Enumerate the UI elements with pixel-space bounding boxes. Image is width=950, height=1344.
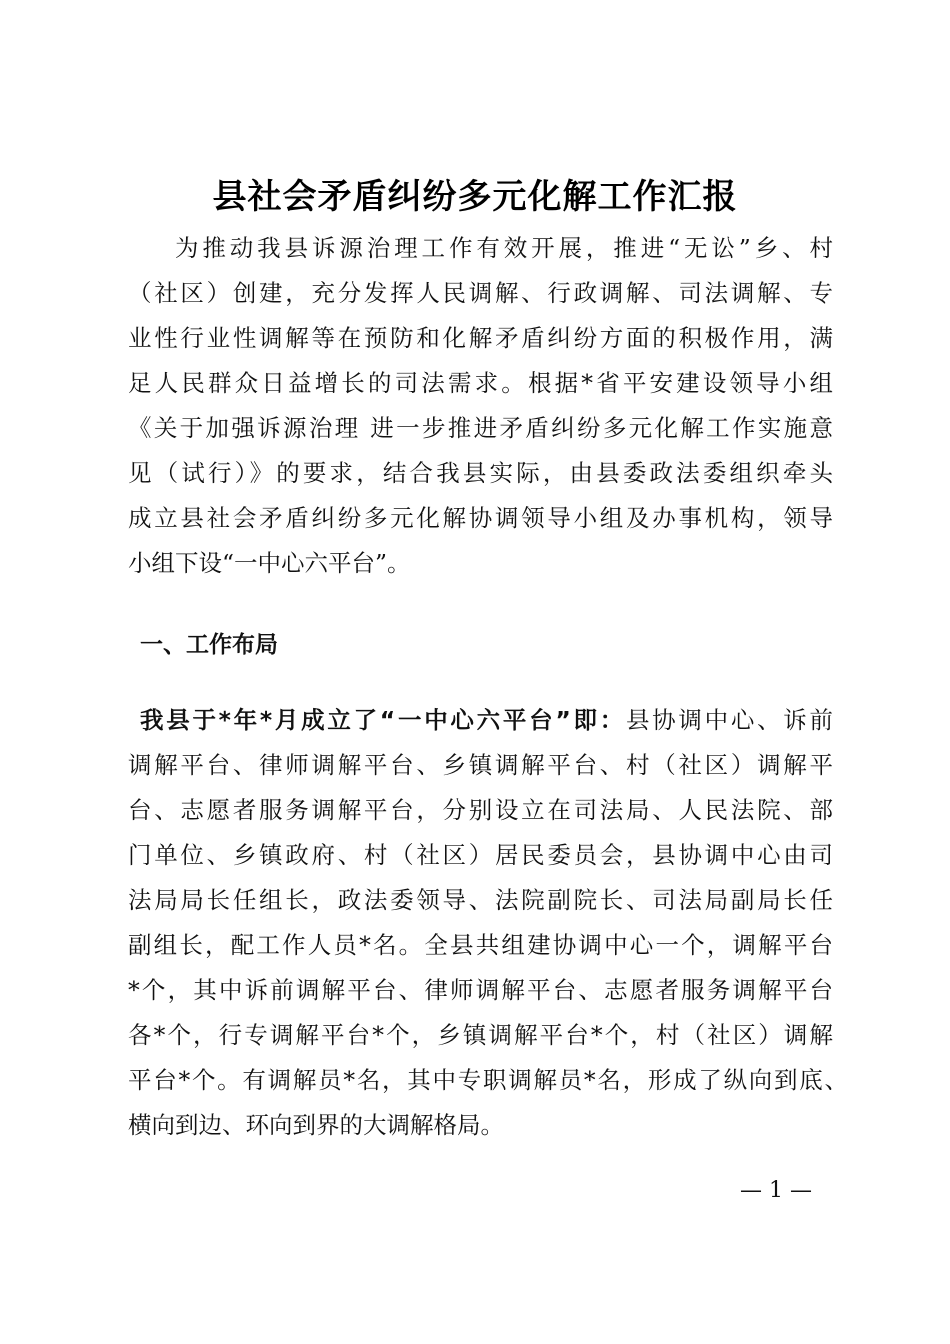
section-line: *个，其中诉前调解平台、律师调解平台、志愿者服务调解平台 (128, 976, 833, 1004)
section-line: 调解平台、律师调解平台、乡镇调解平台、村（社区）调解平 (128, 751, 833, 779)
section-line: 副组长，配工作人员*名。全县共组建协调中心一个，调解平台 (128, 931, 833, 959)
intro-line: 成立县社会矛盾纠纷多元化解协调领导小组及办事机构，领导 (128, 504, 833, 532)
section-line: 横向到边、环向到界的大调解格局。 (128, 1111, 504, 1139)
intro-line: （社区）创建，充分发挥人民调解、行政调解、司法调解、专 (128, 279, 833, 307)
intro-line: 《关于加强诉源治理 进一步推进矛盾纠纷多元化解工作实施意 (128, 414, 833, 442)
section-line: 平台*个。有调解员*名，其中专职调解员*名，形成了纵向到底、 (128, 1066, 848, 1094)
intro-line: 业性行业性调解等在预防和化解矛盾纠纷方面的积极作用，满 (128, 324, 833, 352)
section-line: 各*个，行专调解平台*个，乡镇调解平台*个，村（社区）调解 (128, 1021, 833, 1049)
intro-line: 足人民群众日益增长的司法需求。根据*省平安建设领导小组 (128, 369, 833, 397)
intro-line: 小组下设“一中心六平台”。 (128, 549, 411, 577)
section-line: 台、志愿者服务调解平台，分别设立在司法局、人民法院、部 (128, 796, 833, 824)
document-title: 县社会矛盾纠纷多元化解工作汇报 (212, 177, 738, 217)
intro-line: 见（试行）》的要求，结合我县实际，由县委政法委组织牵头 (128, 459, 833, 487)
section-line: 法局局长任组长，政法委领导、法院副院长、司法局副局长任 (128, 886, 833, 914)
section-heading: 一、工作布局 (140, 632, 278, 658)
section-line: 门单位、乡镇政府、村（社区）居民委员会，县协调中心由司 (128, 841, 833, 869)
section-lead-bold: 我县于*年*月成立了“一中心六平台”即： (140, 706, 626, 734)
section-first-line (140, 705, 833, 735)
section-first-line-rest: 县协调中心、诉前 (625, 706, 834, 734)
intro-line: 为推动我县诉源治理工作有效开展，推进“无讼”乡、村 (175, 234, 833, 262)
page-number: — 1 — (740, 1178, 812, 1203)
